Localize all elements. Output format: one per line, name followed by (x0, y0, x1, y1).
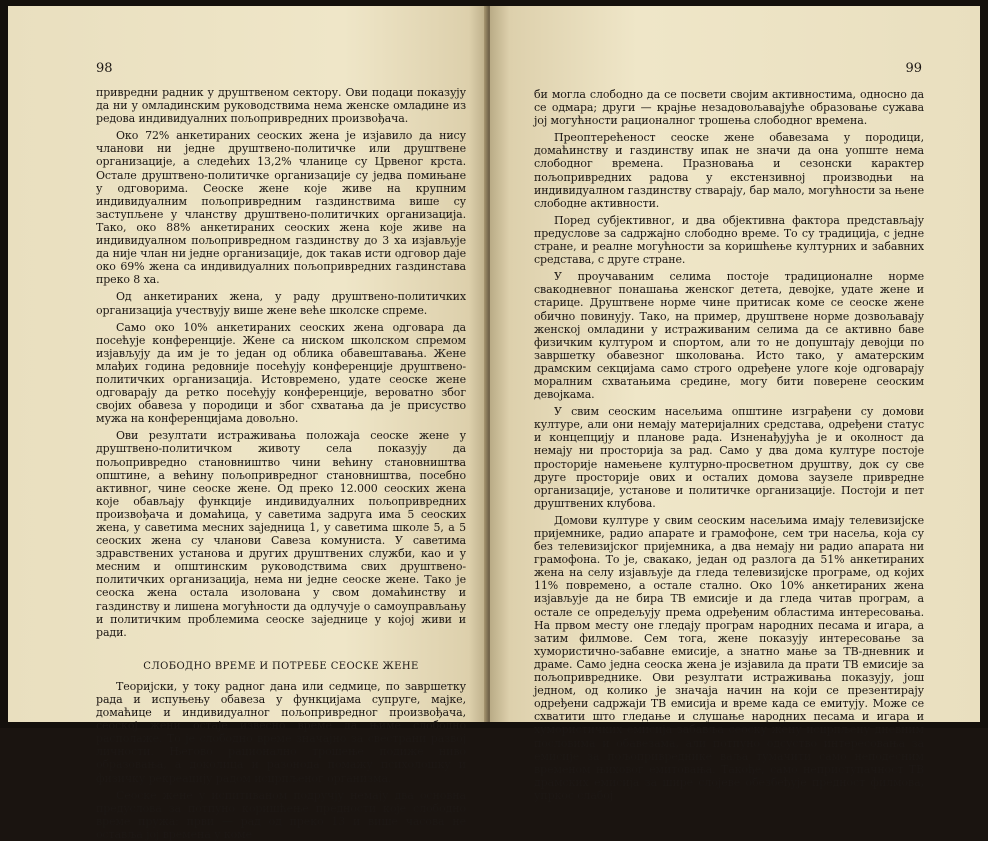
paragraph: би могла слободно да се посвети својим активностима, односно да се одмара; други — крајње незадовољавајуће образовање сужава јој могућности рационалног трошења слободног времена. (534, 88, 924, 128)
paragraph: Преоптерећеност сеоске жене обавезама у породици, домаћинству и газдинству ипак не значи да она уопште нема слободног времена. Празновања и сезонски карактер пољопривредних радова у екстензивној производњи на индивидуалном газдинству стварају, бар мало, могућности за њене слободне активности. (534, 131, 924, 210)
section-heading: СЛОБОДНО ВРЕМЕ И ПОТРЕБЕ СЕОСКЕ ЖЕНЕ (143, 660, 419, 672)
page-number-left: 98 (96, 61, 113, 76)
left-page-text (96, 86, 466, 841)
paragraph: Домови културе у свим сеоским насељима имају телевизијске пријемнике, радио апарате и грамофоне, сем три насеља, која су без телевизијског пријемника, а два немају ни радио апарата ни грамофона. То је, свакако, један од разлога да 51% анкетираних жена на селу изјављује да гледа телевизијске програме, од којих 11% повремено, а остале стално. Око 10% анкетираних жена изјављује да не бира ТВ емисије и да гледа читав програм, а остале се опредељују према одређеним областима интересовања. На првом месту оне гледају програм народних песама и игара, а затим филмове. Сем тога, жене показују интересовање за хумористично-забавне емисије, а знатно мање за ТВ-дневник и драме. Само једна сеоска жена је изјавила да прати ТВ емисије за пољопривреднике. Ови резултати истраживања показују, још једном, од колико је значаја начин на који се презентирају одређени садржаји ТВ емисија и време када се емитују. Може се схватити што гледање и слушање народних песама и игара и хумористичких емисија забавља сеоску жену исцрпљену дневним пословима и обавезама, али потпуно одсуство интересовања за емисије за пољопривреднике ваља тумачити само неподесним временом њиховог емитовања. Такође, само неприступачност ТВ драмских емисија за шире слојеве обезбеђује предност филмова, упркос слабој (534, 513, 924, 802)
paragraph: У свим сеоским насељима општине изграђени су домови културе, али они немају материјалних средстава, одређени статус и концепцију и планове рада. Изненађујућа је и околност да немају ни просторија за рад. Само у два дома културе постоје просторије намењене културно-просветном друштву, док су све друге просторије ових и осталих домова заузеле привредне организације, установе и политичке организације. Постоји и пет друштвених клубова. (534, 405, 924, 510)
paragraph: привредни радник у друштвеном сектору. Ови подаци показују да ни у омладинским руководствима нема женске омладине из редова индивидуалних пољопривредних произвођача. (96, 86, 466, 126)
left-page (8, 6, 488, 841)
paragraph: Сеоске жене у испитиваном подручју немају два основна предуслова за потпуно коришћење предности које слободно време пружа: први — рад од преко 13 и више часова не оставља јој времена у коме (96, 788, 466, 841)
paragraph: Поред субјективног, и два објективна фактора представљају предуслове за садржајно слободно време. То су традиција, с једне стране, и реалне могућности за коришћење културних и забавних средстава, с друге стране. (534, 213, 924, 267)
right-page (490, 6, 980, 802)
right-page-text (534, 88, 924, 802)
paragraph: У проучаваним селима постоје традиционалне норме свакодневног понашања женског детета, девојке, удате жене и старице. Друштвене норме чине притисак коме се сеоске жене обично повинују. Тако, на пример, друштвене норме дозвољавају женској омладини у истраживаним селима да се активно баве физичким културом и спортом, али то не допуштају девојци по завршетку обавезног школовања. Исто тако, у аматерским драмским секцијама само строго одређене улоге које одговарају моралним схватањима средине, могу бити поверене сеоским девојкама. (534, 270, 924, 402)
paragraph: Ови резултати истраживања положаја сеоске жене у друштвено-политичком животу села показују да пољопривредно становништво чини већину становништва општине, а већину пољопривредног становништва, посебно активног, чине сеоске жене. Од преко 12.000 сеоских жена које обављају функције индивидуалних пољопривредних произвођача и домаћица, у саветима задруга има 5 сеоских жена, у саветима месних заједница 1, у саветима школе 5, а 5 сеоских жена су чланови Савеза комуниста. У саветима здравствених установа и других друштвених служби, као и у месним и општинским руководствима свих друштвено-политичких организација, нема ни једне сеоске жене. Тако је сеоска жена остала изолована у свом домаћинству и газдинству и лишена могућности да одлучује о самоуправљању и политичким проблемима сеоске заједнице у којој живи и ради. (96, 429, 466, 639)
paragraph: Око 72% анкетираних сеоских жена је изјавило да нису чланови ни једне друштвено-политичке или друштвене организације, а следећих 13,2% чланице су Црвеног крста. Остале друштвено-политичке организације су једва помињане у одговорима. Сеоске жене које живе на крупним индивидуалним пољопривредним газдинствима више су заступљене у чланству друштвено-политичких организација. Тако, око 88% анкетираних сеоских жена које живе на индивидуалном пољопривредном газдинству до 3 ха изјављује да није члан ни једне организације, док такав исти одговор даје око 69% жена са индивидуалних пољопривредних газдинстава преко 8 ха. (96, 129, 466, 287)
paragraph: Само око 10% анкетираних сеоских жена одговара да посећује конференције. Жене са ниском школском спремом изјављују да им је то један од облика обавештавања. Жене млађих година редовније посећују конференције друштвено-политичких организација. Истовремено, удате сеоске жене одговарају да ретко посећују конференције, вероватно због својих обавеза у породици и због схватања да је присуство мужа на конференцијама довољно. (96, 320, 466, 426)
page-number-right: 99 (905, 61, 922, 76)
paragraph: Од анкетираних жена, у раду друштвено-политичких организација учествују више жене веће школске спреме. (96, 290, 466, 317)
paragraph: Теоријски, у току радног дана или седмице, по завршетку рада и испуњењу обавеза у функцијама супруге, мајке, домаћице и индивидуалног пољопривредног произвођача, сеоској жени остаје извесно време да њиме слободно располаже. То је слободно време значајно за свестрани развој личности. Његово рационално трошење подиже ниво образовања, а доколица и разонода помажу психолошку и физичку рекреацију радом исцрпљеног организма. (96, 679, 466, 785)
